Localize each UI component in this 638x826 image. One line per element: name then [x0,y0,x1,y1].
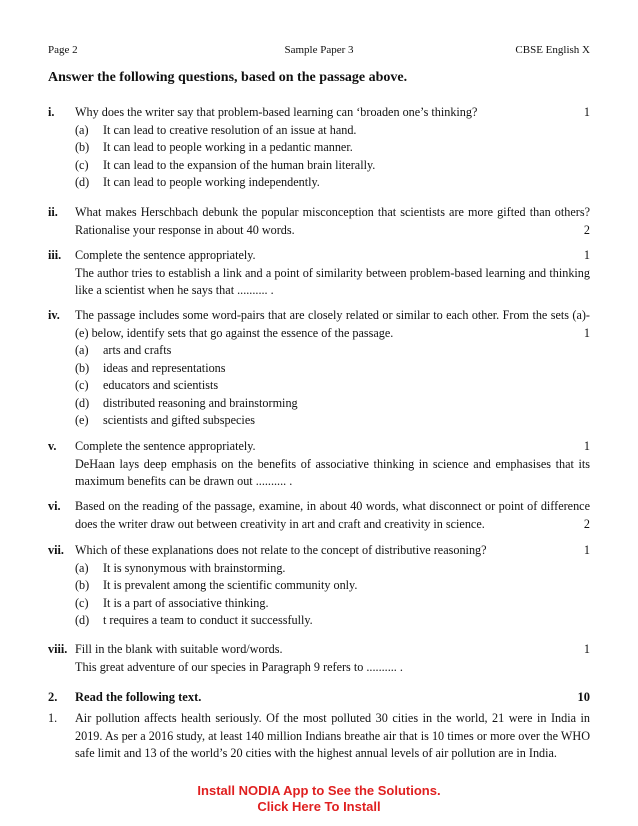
question-text: Which of these explanations does not relate to the concept of distributive reasoning? [75,543,487,557]
question-iv [48,307,590,430]
paper-title: Sample Paper 3 [284,44,354,56]
question-marks: 1 [583,642,590,656]
question-number: vii. [48,543,64,557]
option: (c) educators and scientists [75,378,219,392]
question-text: The passage includes some word-pairs that are closely related or similar to each other. From the sets (a)-(e) below, identify sets that go against the essence of the passage. [75,308,590,340]
question-marks: 1 [583,248,590,262]
option: (c) It can lead to the expansion of the human brain literally. [75,157,376,172]
click-here-install-link[interactable]: Click Here To Install [257,799,381,814]
question-viii [48,641,590,676]
option: (d) t requires a team to conduct it successfully. [75,613,313,627]
question-number: ii. [48,205,58,219]
question-v [48,438,590,491]
paragraph-number: 1. [48,711,58,725]
question-number: iv. [48,308,60,322]
option: (a) It is synonymous with brainstorming. [75,560,286,575]
question-number: vi. [48,499,61,513]
option: (d) It can lead to people working independently. [75,175,320,189]
question-vii [48,542,590,630]
option: (a) arts and crafts [75,343,172,357]
question-text: Complete the sentence appropriately. [75,248,256,262]
passage-paragraph [48,710,590,763]
question-marks: 2 [583,222,590,237]
subject-name: CBSE English X [515,44,590,56]
question-text: Fill in the blank with suitable word/words. [75,642,283,656]
section-number: 2. [48,690,58,704]
question-text: Complete the sentence appropriately. [75,439,256,453]
option: (b) It is prevalent among the scientific community only. [75,578,358,592]
page-number: Page 2 [48,44,78,56]
section-2-heading [48,690,590,705]
instruction-heading: Answer the following questions, based on the passage above. [48,70,408,85]
option: (b) ideas and representations [75,360,226,375]
page-header [48,44,590,60]
question-i [48,104,590,192]
option: (b) It can lead to people working in a pedantic manner. [75,140,353,154]
question-marks: 1 [583,325,590,340]
question-ii [48,204,590,239]
question-marks: 1 [583,439,590,453]
question-marks: 2 [583,516,590,531]
install-app-banner[interactable] [0,783,638,815]
question-subtext: This great adventure of our species in Paragraph 9 refers to .......... . [75,659,403,674]
option: (c) It is a part of associative thinking. [75,595,269,610]
question-marks: 1 [583,543,590,557]
option: (a) It can lead to creative resolution of an issue at hand. [75,122,357,137]
question-text: Based on the reading of the passage, examine, in about 40 words, what disconnect or point of difference does the writer draw out between creativity in art and craft and creativity in science. [75,499,590,531]
option: (d) distributed reasoning and brainstorming [75,395,298,410]
question-vi [48,498,590,533]
install-app-link[interactable]: Install NODIA App to See the Solutions. [197,783,441,798]
question-number: v. [48,439,57,453]
option: (e) scientists and gifted subspecies [75,413,255,427]
question-number: viii. [48,642,68,656]
paragraph-text: Air pollution affects health seriously. Of the most polluted 30 cities in the world, 21 were in India in 2019. As per a 2016 study, at least 140 million Indians breathe air that is 10 times or more over the WHO safe limit and 13 of the world’s 20 cities with the highest annual levels of air pollution are in India. [75,711,590,760]
question-text: Why does the writer say that problem-based learning can ‘broaden one’s thinking? [75,105,478,119]
question-number: i. [48,105,55,119]
section-marks: 10 [577,690,590,704]
section-title: Read the following text. [75,690,202,704]
question-subtext: The author tries to establish a link and a point of similarity between problem-based learning and thinking like a scientist when he says that .......... . [75,265,590,297]
question-marks: 1 [583,105,590,119]
question-text: What makes Herschbach debunk the popular misconception that scientists are more gifted than others? Rationalise your response in about 40 words. [75,205,590,237]
question-subtext: DeHaan lays deep emphasis on the benefits of associative thinking in science and emphasises that its maximum benefits can be drawn out .......... . [75,456,590,488]
question-number: iii. [48,248,62,262]
question-iii [48,247,590,300]
